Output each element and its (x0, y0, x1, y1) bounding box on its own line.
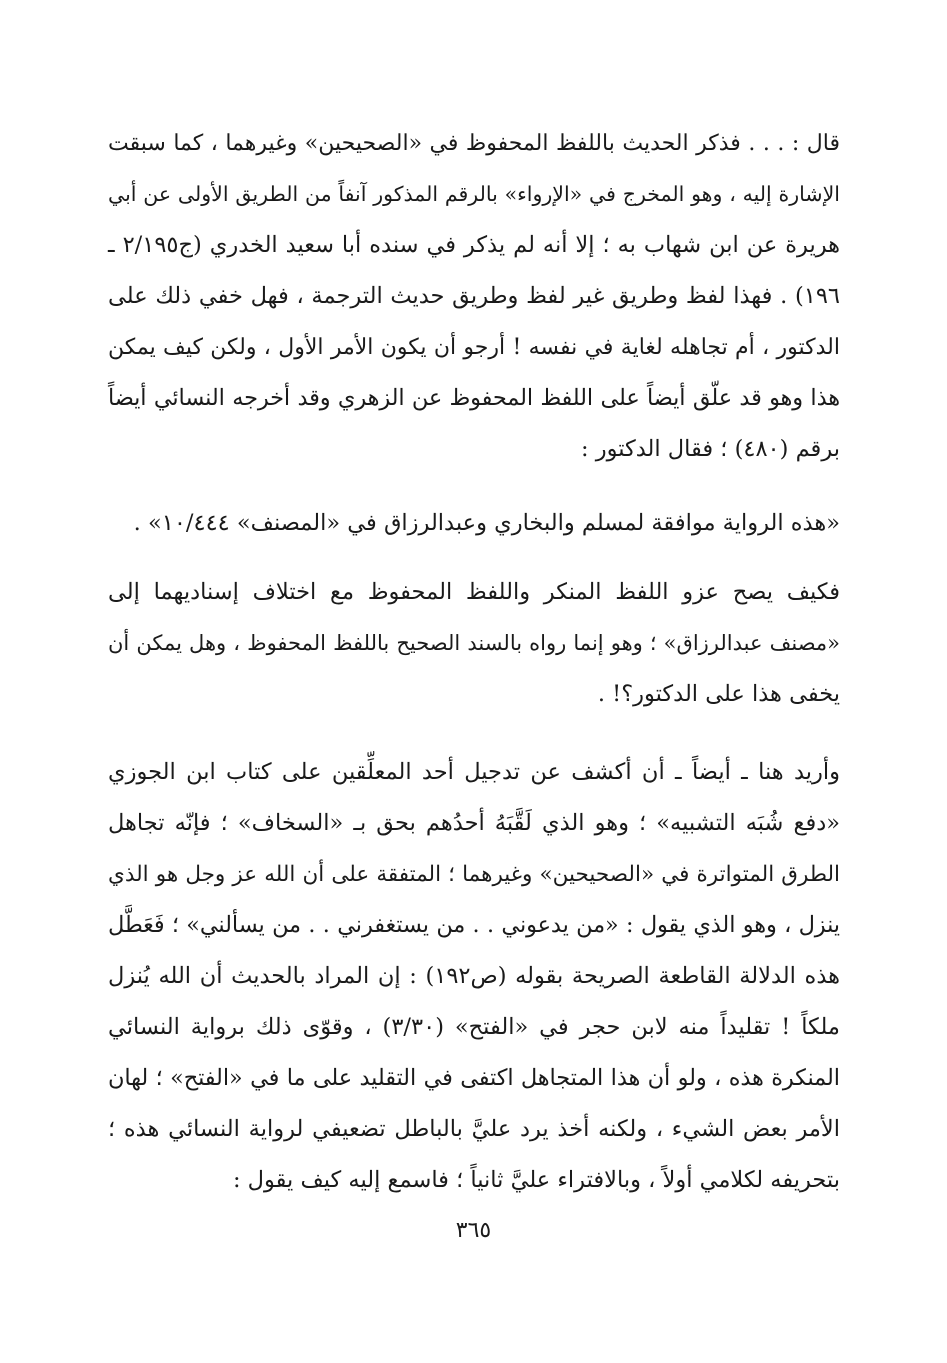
quotation-paragraph (108, 498, 840, 549)
text-line: المنكرة هذه ، ولو أن هذا المتجاهل اكتفى في التقليد على ما في «الفتح» ؛ لهان (108, 1065, 840, 1091)
text-line: هذه الدلالة القاطعة الصريحة بقوله (ص١٩٢) : إن المراد بالحديث أن الله يُنزل (108, 963, 841, 989)
paragraph-3 (108, 567, 840, 720)
quoted-text-line: «هذه الرواية موافقة لمسلم والبخاري وعبدالرزاق في «المصنف» ١٠/٤٤٤» . (133, 510, 840, 536)
text-line: الإشارة إليه ، وهو المخرج في «الإرواء» بالرقم المذكور آنفاً من الطريق الأولى عن أبي (108, 182, 840, 206)
text-line: يخفى هذا على الدكتور؟! . (597, 681, 840, 707)
page-body (108, 118, 840, 1206)
text-line: الطرق المتواترة في «الصحيحين» وغيرهما ؛ المتفقة على أن الله عز وجل هو الذي (108, 862, 840, 887)
text-line: الدكتور ، أم تجاهله لغاية في نفسه ! أرجو أن يكون الأمر الأول ، ولكن كيف يمكن (108, 335, 840, 360)
text-line: ملكاً ! تقليداً منه لابن حجر في «الفتح» (٣/٣٠) ، وقوّى ذلك برواية النسائي (108, 1014, 840, 1040)
text-line: فكيف يصح عزو اللفظ المنكر واللفظ المحفوظ مع اختلاف إسناديهما إلى (108, 579, 840, 605)
text-line: «مصنف عبدالرزاق» ؛ وهو إنما رواه بالسند الصحيح باللفظ المحفوظ ، وهل يمكن أن (108, 631, 840, 655)
text-line: بتحريفه لكلامي أولاً ، وبالافتراء عليَّ ثانياً ؛ فاسمع إليه كيف يقول : (232, 1167, 840, 1193)
text-line: الأمر بعض الشيء ، ولكنه أخذ يرد عليَّ بالباطل تضعيفي لرواية النسائي هذه ؛ (108, 1116, 841, 1142)
text-line: ينزل ، وهو الذي يقول : «من يدعوني . . من يستغفرني . . من يسألني» ؛ فَعَطَّل (108, 912, 840, 938)
text-line: «دفع شُبَه التشبيه» ؛ وهو الذي لَقَّبَهُ أحدُهم بحق بـ «السخاف» ؛ فإنّه تجاهل (108, 810, 840, 836)
paragraph-1 (108, 118, 840, 475)
page-number: ٣٦٥ (455, 1218, 492, 1243)
text-line: ١٩٦) . فهذا لفظ وطريق غير لفظ وطريق حديث الترجمة ، فهل خفي ذلك على (108, 283, 840, 309)
paragraph-4 (108, 747, 840, 1206)
text-line: وأريد هنا ـ أيضاً ـ أن أكشف عن تدجيل أحد المعلِّقين على كتاب ابن الجوزي (108, 759, 840, 785)
text-line: هذا وهو قد علّق أيضاً على اللفظ المحفوظ عن الزهري وقد أخرجه النسائي أيضاً (108, 385, 840, 411)
text-line: برقم (٤٨٠) ؛ فقال الدكتور : (581, 436, 840, 462)
text-line: قال : . . . فذكر الحديث باللفظ المحفوظ في «الصحيحين» وغيرهما ، كما سبقت (108, 131, 840, 156)
text-line: هريرة عن ابن شهاب به ؛ إلا أنه لم يذكر في سنده أبا سعيد الخدري (ج٢/١٩٥ ـ (108, 232, 840, 258)
